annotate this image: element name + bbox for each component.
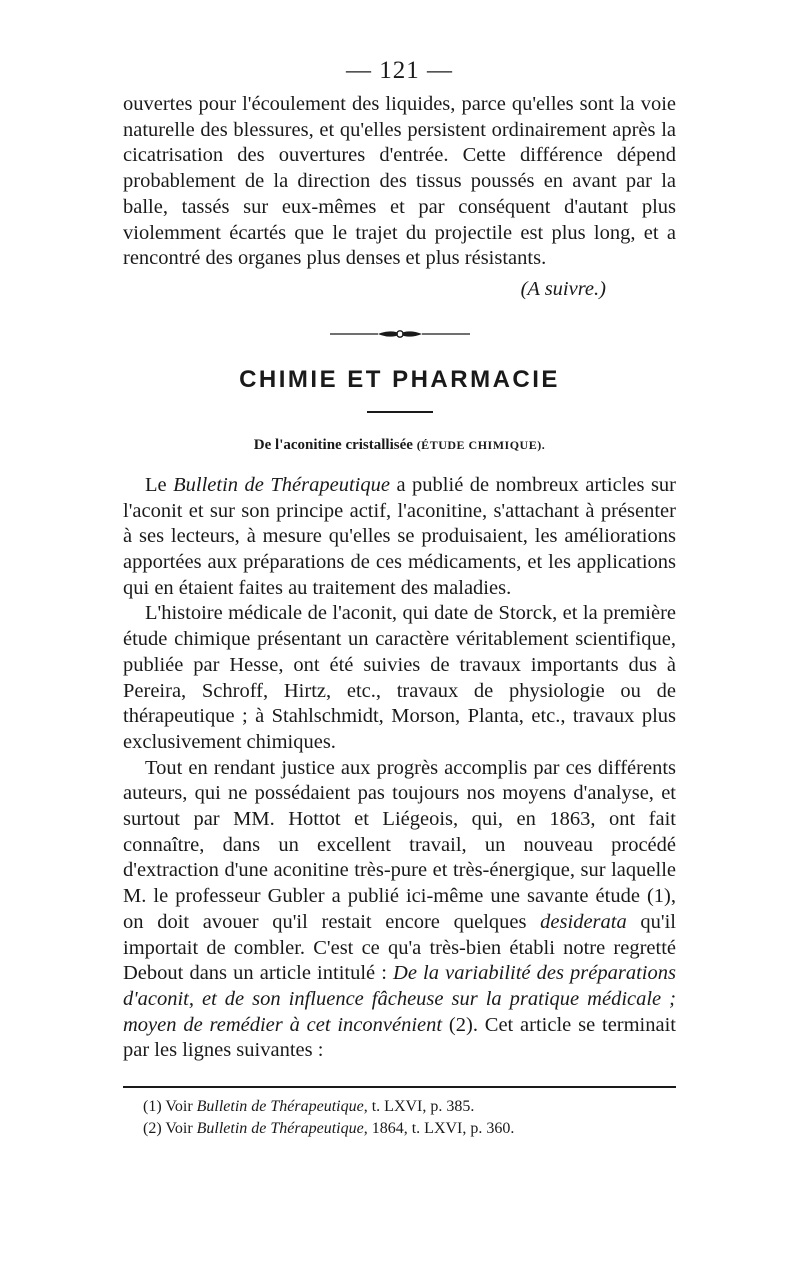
paragraph-1 bbox=[123, 473, 676, 602]
paragraph-2: L'histoire médicale de l'aconit, qui date de Storck, et la première étude chimique présentant un caractère véritablement scientifique, publiée par Hesse, ont été suivies de travaux importants dus à Pereira, Schroff, Hirtz, etc., travaux de physiologie ou de thérapeutique ; à Stahlschmidt, Morson, Planta, etc., travaux plus exclusivement chimiques. bbox=[123, 602, 676, 753]
footnote-pre: Voir bbox=[165, 1119, 197, 1137]
footnote-marker: (2) bbox=[143, 1119, 162, 1137]
p1-journal-title: Bulletin de Thérapeutique bbox=[173, 473, 390, 496]
footnote-rule bbox=[123, 1086, 676, 1088]
p1-a: Le bbox=[145, 473, 174, 496]
to-be-continued-text: (A suivre.) bbox=[520, 277, 606, 300]
footnote-2 bbox=[143, 1118, 676, 1140]
page-number: — 121 — bbox=[346, 57, 453, 84]
article-title bbox=[123, 435, 676, 455]
title-rule bbox=[367, 411, 433, 413]
footnote-marker: (1) bbox=[143, 1097, 162, 1115]
to-be-continued bbox=[123, 276, 606, 302]
paragraph-3 bbox=[123, 756, 676, 1064]
footnote-pre: Voir bbox=[165, 1097, 197, 1115]
footnote-post: , t. LXVI, p. 385. bbox=[363, 1097, 475, 1115]
footnote-post: , 1864, t. LXVI, p. 360. bbox=[363, 1119, 515, 1137]
p3-desiderata: desiderata bbox=[540, 910, 627, 933]
p3-a: Tout en rendant justice aux progrès accomplis par ces différents auteurs, qui ne possédaient pas toujours nos moyens d'analyse, et surtout par MM. Hottot et Liégeois, qui, en 1863, ont fait connaître, dans un excellent travail, un nouveau procédé d'extraction d'une aconitine très-pure et très-énergique, sur laquelle M. le professeur Gubler a publié ici-même une savante étude (1), on doit avouer qu'il restait encore quelques bbox=[123, 756, 676, 933]
ornament-divider-icon bbox=[330, 328, 470, 340]
p3-e: (2). Cet article se terminait par les lignes suivantes : bbox=[123, 1013, 676, 1062]
footnote-work: Bulletin de Thérapeutique bbox=[196, 1097, 364, 1115]
continuation-paragraph: ouvertes pour l'écoulement des liquides, parce qu'elles sont la voie naturelle des blessures, et qu'elles persistent ordinairement après la cicatrisation des ouvertures d'entrée. Cette différence dépend probablement de la direction des tissus poussés en avant par la balle, tassés sur eux-mêmes et par conséquent d'autant plus violemment écartés que le trajet du projectile est plus long, et a rencontré des organes plus denses et plus résistants. bbox=[123, 93, 676, 270]
article-title-main: De l'aconitine cristallisée bbox=[253, 436, 413, 453]
page bbox=[123, 56, 676, 1140]
p1-c: a publié de nombreux articles sur l'aconit et sur son principe actif, l'aconitine, s'attachant à présenter à ses lecteurs, à mesure qu'elles se produisaient, les améliorations apportées aux préparations de ces médicaments, et les applications qui en étaient faites au traitement des maladies. bbox=[123, 473, 676, 599]
section-title: CHIMIE ET PHARMACIE bbox=[239, 365, 560, 393]
footnote-work: Bulletin de Thérapeutique bbox=[196, 1119, 364, 1137]
article-title-sub: (ÉTUDE CHIMIQUE). bbox=[416, 437, 546, 452]
p3-article-title: De la variabilité des préparations d'aconit, et de son influence fâcheuse sur la pratique médicale ; moyen de remédier à cet inconvénient bbox=[123, 962, 676, 1036]
p3-c: qu'il importait de combler. C'est ce qu'a très-bien établi notre regretté Debout dans un article intitulé : bbox=[123, 910, 676, 985]
footnote-1 bbox=[143, 1096, 676, 1118]
